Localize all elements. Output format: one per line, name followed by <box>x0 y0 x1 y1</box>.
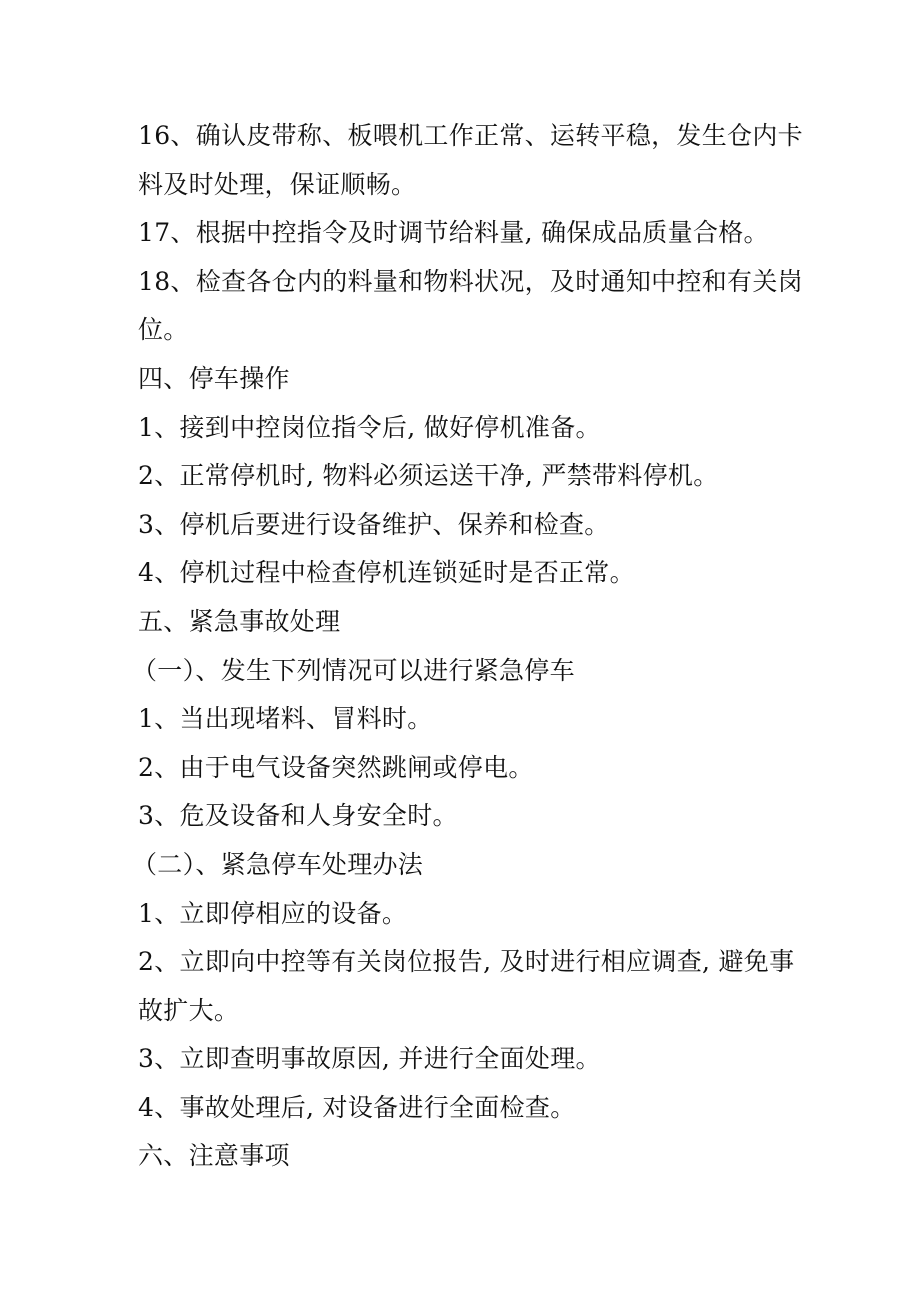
document-body <box>132 112 803 1181</box>
text-line: 3、立即查明事故原因, 并进行全面处理。 <box>138 1044 601 1074</box>
section-heading: 五、紧急事故处理 <box>138 606 341 636</box>
text-line: 1、当出现堵料、冒料时。 <box>138 704 433 734</box>
text-line: 3、停机后要进行设备维护、保养和检查。 <box>138 509 610 539</box>
text-line: 18、检查各仓内的料量和物料状况，及时通知中控和有关岗 <box>138 266 803 296</box>
text-line: 料及时处理，保证顺畅。 <box>138 169 417 199</box>
text-line: 位。 <box>138 315 189 345</box>
section-heading: 六、注意事项 <box>138 1141 290 1171</box>
text-line: 2、正常停机时, 物料必须运送干净, 严禁带料停机。 <box>138 461 719 491</box>
text-line: 16、确认皮带称、板喂机工作正常、运转平稳，发生仓内卡 <box>138 121 803 150</box>
text-line: 3、危及设备和人身安全时。 <box>138 801 458 831</box>
subsection-heading: （一）、发生下列情况可以进行紧急停车 <box>132 655 575 685</box>
text-line: 2、由于电气设备突然跳闸或停电。 <box>138 752 534 782</box>
text-line: 1、立即停相应的设备。 <box>138 898 408 928</box>
text-line: 故扩大。 <box>138 995 240 1025</box>
section-heading: 四、停车操作 <box>138 363 290 393</box>
text-line: 4、事故处理后, 对设备进行全面检查。 <box>138 1092 576 1122</box>
text-line: 2、立即向中控等有关岗位报告, 及时进行相应调查, 避免事 <box>138 947 795 977</box>
text-line: 4、停机过程中检查停机连锁延时是否正常。 <box>138 558 635 588</box>
text-line: 17、根据中控指令及时调节给料量, 确保成品质量合格。 <box>138 218 769 248</box>
subsection-heading: （二）、紧急停车处理办法 <box>132 849 424 879</box>
text-line: 1、接到中控岗位指令后, 做好停机准备。 <box>138 412 601 442</box>
